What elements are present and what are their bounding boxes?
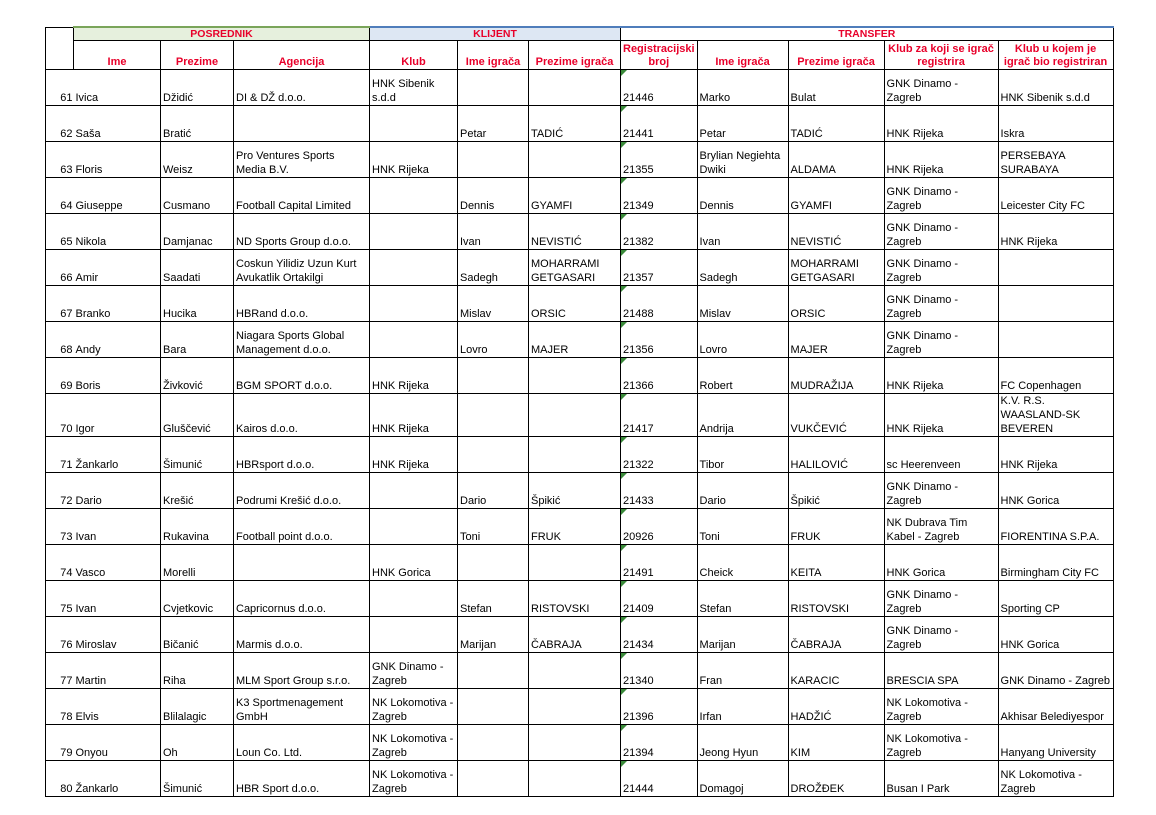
row-number-cell: 66 (46, 250, 74, 286)
registering-club-cell: NK Dubrava Tim Kabel - Zagreb (884, 509, 998, 545)
intermediary-first-name-cell: Onyou (74, 725, 161, 761)
registering-club-cell: GNK Dinamo - Zagreb (884, 617, 998, 653)
intermediary-first-name-cell: Elvis (74, 689, 161, 725)
registering-club-cell: sc Heerenveen (884, 437, 998, 473)
table-row (46, 106, 1114, 142)
registering-club-cell: HNK Rijeka (884, 358, 998, 394)
table-row (46, 178, 1114, 214)
intermediary-last-name-cell: Oh (161, 725, 234, 761)
transfer-player-last-name-cell: GYAMFI (788, 178, 884, 214)
registering-club-cell: NK Lokomotiva - Zagreb (884, 689, 998, 725)
transfer-player-first-name-cell: Lovro (697, 322, 788, 358)
intermediary-last-name-cell: Šimunić (161, 761, 234, 797)
row-number-cell: 75 (46, 581, 74, 617)
registration-number-cell: 21434 (621, 617, 698, 653)
row-number-cell: 68 (46, 322, 74, 358)
transfer-player-last-name-cell: HADŽIĆ (788, 689, 884, 725)
agency-cell: Pro Ventures Sports Media B.V. (234, 142, 370, 178)
table-row (46, 689, 1114, 725)
client-club-cell (370, 250, 458, 286)
intermediary-last-name-cell: Bratić (161, 106, 234, 142)
client-club-cell (370, 322, 458, 358)
table-row (46, 545, 1114, 581)
transfer-player-first-name-cell: Ivan (697, 214, 788, 250)
registering-club-cell: HNK Gorica (884, 545, 998, 581)
previous-club-cell: HNK Rijeka (998, 214, 1113, 250)
previous-club-cell: HNK Rijeka (998, 437, 1113, 473)
client-club-cell: HNK Sibenik s.d.d (370, 70, 458, 106)
client-player-first-name-cell: Petar (458, 106, 529, 142)
transfer-player-last-name-cell: RISTOVSKI (788, 581, 884, 617)
transfer-player-last-name-cell: VUKČEVIĆ (788, 394, 884, 437)
registering-club-cell: GNK Dinamo - Zagreb (884, 581, 998, 617)
previous-club-cell: Birmingham City FC (998, 545, 1113, 581)
client-player-first-name-cell (458, 394, 529, 437)
client-club-cell: HNK Rijeka (370, 437, 458, 473)
client-club-cell: HNK Gorica (370, 545, 458, 581)
client-player-first-name-cell: Dennis (458, 178, 529, 214)
transfer-player-first-name-cell: Andrija (697, 394, 788, 437)
table-row (46, 725, 1114, 761)
client-player-first-name-cell: Mislav (458, 286, 529, 322)
client-player-last-name-cell (529, 142, 621, 178)
registration-number-cell: 21394 (621, 725, 698, 761)
client-player-last-name-cell: MOHARRAMI GETGASARI (529, 250, 621, 286)
previous-club-cell: FC Copenhagen (998, 358, 1113, 394)
client-player-last-name-cell: FRUK (529, 509, 621, 545)
intermediary-last-name-cell: Živković (161, 358, 234, 394)
row-number-cell: 69 (46, 358, 74, 394)
registration-number-cell: 21355 (621, 142, 698, 178)
row-number-cell: 65 (46, 214, 74, 250)
agency-cell: Coskun Yilidiz Uzun Kurt Avukatlik Ortakilgi (234, 250, 370, 286)
client-player-last-name-cell (529, 761, 621, 797)
intermediary-first-name-cell: Miroslav (74, 617, 161, 653)
agency-cell: HBRand d.o.o. (234, 286, 370, 322)
intermediary-first-name-cell: Giuseppe (74, 178, 161, 214)
client-club-cell: HNK Rijeka (370, 142, 458, 178)
registering-club-cell: GNK Dinamo - Zagreb (884, 178, 998, 214)
intermediary-first-name-cell: Dario (74, 473, 161, 509)
transfer-player-last-name-cell: ORSIC (788, 286, 884, 322)
row-number-cell: 79 (46, 725, 74, 761)
client-player-last-name-cell (529, 358, 621, 394)
previous-club-cell (998, 322, 1113, 358)
client-player-first-name-cell (458, 725, 529, 761)
transfer-player-last-name-cell: Bulat (788, 70, 884, 106)
previous-club-cell: NK Lokomotiva - Zagreb (998, 761, 1113, 797)
agency-cell: MLM Sport Group s.r.o. (234, 653, 370, 689)
row-number-cell: 73 (46, 509, 74, 545)
registering-club-cell: GNK Dinamo - Zagreb (884, 70, 998, 106)
row-number-cell: 62 (46, 106, 74, 142)
intermediary-last-name-cell: Bičanić (161, 617, 234, 653)
client-club-cell (370, 581, 458, 617)
row-number-cell: 63 (46, 142, 74, 178)
document-page (45, 26, 1114, 797)
intermediary-first-name-cell: Andy (74, 322, 161, 358)
agency-cell (234, 106, 370, 142)
registering-club-cell: GNK Dinamo - Zagreb (884, 473, 998, 509)
intermediary-last-name-cell: Bara (161, 322, 234, 358)
intermediary-last-name-cell: Saadati (161, 250, 234, 286)
registration-number-cell: 21417 (621, 394, 698, 437)
row-number-cell: 77 (46, 653, 74, 689)
client-player-last-name-cell: GYAMFI (529, 178, 621, 214)
transfer-player-first-name-cell: Brylian Negiehta Dwiki (697, 142, 788, 178)
client-player-last-name-cell (529, 545, 621, 581)
transfer-player-first-name-cell: Dario (697, 473, 788, 509)
row-number-cell: 74 (46, 545, 74, 581)
group-header-row (46, 27, 1114, 41)
client-club-cell: NK Lokomotiva - Zagreb (370, 689, 458, 725)
client-player-last-name-cell: TADIĆ (529, 106, 621, 142)
client-player-first-name-cell: Sadegh (458, 250, 529, 286)
client-player-last-name-cell: ČABRAJA (529, 617, 621, 653)
client-player-last-name-cell: ORSIC (529, 286, 621, 322)
intermediary-last-name-cell: Rukavina (161, 509, 234, 545)
transfer-player-first-name-cell: Stefan (697, 581, 788, 617)
intermediary-first-name-cell: Amir (74, 250, 161, 286)
intermediary-first-name-cell: Igor (74, 394, 161, 437)
registration-number-cell: 21491 (621, 545, 698, 581)
registering-club-cell: BRESCIA SPA (884, 653, 998, 689)
transfer-player-first-name-cell: Petar (697, 106, 788, 142)
client-club-cell: HNK Rijeka (370, 394, 458, 437)
client-player-first-name-cell: Toni (458, 509, 529, 545)
client-player-first-name-cell (458, 358, 529, 394)
table-body (46, 70, 1114, 797)
col-transfer-ime-igraca: Ime igrača (697, 41, 788, 70)
col-agencija: Agencija (234, 41, 370, 70)
transfer-player-last-name-cell: MUDRAŽIJA (788, 358, 884, 394)
row-number-header (46, 27, 74, 70)
agency-cell: Football point d.o.o. (234, 509, 370, 545)
client-player-first-name-cell: Stefan (458, 581, 529, 617)
registering-club-cell: GNK Dinamo - Zagreb (884, 286, 998, 322)
intermediary-first-name-cell: Ivan (74, 509, 161, 545)
group-posrednik: POSREDNIK (74, 27, 370, 41)
column-header-row (46, 41, 1114, 70)
table-row (46, 653, 1114, 689)
table-row (46, 286, 1114, 322)
agency-cell: Loun Co. Ltd. (234, 725, 370, 761)
transfer-player-last-name-cell: Špikić (788, 473, 884, 509)
agency-cell: BGM SPORT d.o.o. (234, 358, 370, 394)
client-club-cell: NK Lokomotiva - Zagreb (370, 725, 458, 761)
client-player-first-name-cell (458, 545, 529, 581)
client-player-last-name-cell (529, 725, 621, 761)
transfer-player-first-name-cell: Sadegh (697, 250, 788, 286)
transfer-player-first-name-cell: Jeong Hyun (697, 725, 788, 761)
col-prezime: Prezime (161, 41, 234, 70)
registration-number-cell: 21409 (621, 581, 698, 617)
row-number-cell: 80 (46, 761, 74, 797)
intermediary-first-name-cell: Boris (74, 358, 161, 394)
intermediary-last-name-cell: Hucika (161, 286, 234, 322)
table-row (46, 761, 1114, 797)
client-player-first-name-cell: Marijan (458, 617, 529, 653)
transfer-player-first-name-cell: Fran (697, 653, 788, 689)
col-transfer-prezime-igraca: Prezime igrača (788, 41, 884, 70)
client-player-last-name-cell (529, 70, 621, 106)
transfer-player-last-name-cell: HALILOVIĆ (788, 437, 884, 473)
client-player-first-name-cell (458, 761, 529, 797)
table-row (46, 214, 1114, 250)
previous-club-cell: FIORENTINA S.P.A. (998, 509, 1113, 545)
table-row (46, 70, 1114, 106)
transfer-player-first-name-cell: Dennis (697, 178, 788, 214)
client-club-cell (370, 106, 458, 142)
client-player-last-name-cell: MAJER (529, 322, 621, 358)
col-reg-broj: Registracijski broj (621, 41, 698, 70)
client-player-first-name-cell (458, 437, 529, 473)
intermediary-last-name-cell: Gluščević (161, 394, 234, 437)
agency-cell: Capricornus d.o.o. (234, 581, 370, 617)
intermediary-first-name-cell: Saša (74, 106, 161, 142)
intermediary-last-name-cell: Riha (161, 653, 234, 689)
transfer-player-last-name-cell: KARACIC (788, 653, 884, 689)
client-player-last-name-cell: RISTOVSKI (529, 581, 621, 617)
agency-cell: Marmis d.o.o. (234, 617, 370, 653)
intermediary-last-name-cell: Cusmano (161, 178, 234, 214)
table-row (46, 358, 1114, 394)
transfer-player-first-name-cell: Tibor (697, 437, 788, 473)
intermediary-first-name-cell: Ivica (74, 70, 161, 106)
client-player-last-name-cell (529, 394, 621, 437)
intermediary-first-name-cell: Ivan (74, 581, 161, 617)
transfer-player-first-name-cell: Robert (697, 358, 788, 394)
previous-club-cell (998, 286, 1113, 322)
agency-cell: Kairos d.o.o. (234, 394, 370, 437)
intermediary-first-name-cell: Nikola (74, 214, 161, 250)
table-row (46, 394, 1114, 437)
client-player-last-name-cell (529, 437, 621, 473)
transfer-player-last-name-cell: KIM (788, 725, 884, 761)
previous-club-cell: PERSEBAYA SURABAYA (998, 142, 1113, 178)
previous-club-cell: Akhisar Belediyespor (998, 689, 1113, 725)
transfer-player-last-name-cell: ČABRAJA (788, 617, 884, 653)
group-transfer: TRANSFER (621, 27, 1114, 41)
group-klijent: KLIJENT (370, 27, 621, 41)
agency-cell: ND Sports Group d.o.o. (234, 214, 370, 250)
registration-number-cell: 21488 (621, 286, 698, 322)
transfer-player-last-name-cell: NEVISTIĆ (788, 214, 884, 250)
col-klub-za: Klub za koji se igrač registrira (884, 41, 998, 70)
table-row (46, 581, 1114, 617)
intermediary-last-name-cell: Cvjetkovic (161, 581, 234, 617)
registering-club-cell: HNK Rijeka (884, 142, 998, 178)
registration-number-cell: 21322 (621, 437, 698, 473)
client-club-cell (370, 509, 458, 545)
previous-club-cell: K.V. R.S. WAASLAND-SK BEVEREN (998, 394, 1113, 437)
registering-club-cell: GNK Dinamo - Zagreb (884, 250, 998, 286)
intermediary-first-name-cell: Žankarlo (74, 437, 161, 473)
table-row (46, 617, 1114, 653)
row-number-cell: 64 (46, 178, 74, 214)
registration-number-cell: 20926 (621, 509, 698, 545)
transfer-player-last-name-cell: DROŽĐEK (788, 761, 884, 797)
registering-club-cell: GNK Dinamo - Zagreb (884, 214, 998, 250)
transfer-player-first-name-cell: Mislav (697, 286, 788, 322)
intermediary-last-name-cell: Džidić (161, 70, 234, 106)
agency-cell: HBR Sport d.o.o. (234, 761, 370, 797)
client-player-last-name-cell (529, 689, 621, 725)
registration-number-cell: 21382 (621, 214, 698, 250)
registration-number-cell: 21441 (621, 106, 698, 142)
intermediary-last-name-cell: Šimunić (161, 437, 234, 473)
table-row (46, 142, 1114, 178)
client-club-cell (370, 473, 458, 509)
client-player-first-name-cell (458, 689, 529, 725)
client-player-first-name-cell: Lovro (458, 322, 529, 358)
intermediary-last-name-cell: Morelli (161, 545, 234, 581)
registering-club-cell: HNK Rijeka (884, 394, 998, 437)
client-club-cell (370, 617, 458, 653)
intermediary-last-name-cell: Damjanac (161, 214, 234, 250)
registration-number-cell: 21340 (621, 653, 698, 689)
client-club-cell: HNK Rijeka (370, 358, 458, 394)
client-player-first-name-cell: Ivan (458, 214, 529, 250)
row-number-cell: 78 (46, 689, 74, 725)
table-row (46, 250, 1114, 286)
transfer-player-last-name-cell: FRUK (788, 509, 884, 545)
registration-number-cell: 21357 (621, 250, 698, 286)
transfer-player-first-name-cell: Domagoj (697, 761, 788, 797)
transfer-player-first-name-cell: Marijan (697, 617, 788, 653)
transfer-player-first-name-cell: Toni (697, 509, 788, 545)
row-number-cell: 61 (46, 70, 74, 106)
col-ime-igraca: Ime igrača (458, 41, 529, 70)
col-klub-u: Klub u kojem je igrač bio registriran (998, 41, 1113, 70)
registration-number-cell: 21349 (621, 178, 698, 214)
previous-club-cell: GNK Dinamo - Zagreb (998, 653, 1113, 689)
previous-club-cell: Hanyang University (998, 725, 1113, 761)
transfer-player-last-name-cell: MAJER (788, 322, 884, 358)
intermediary-last-name-cell: Blilalagic (161, 689, 234, 725)
client-player-first-name-cell (458, 142, 529, 178)
transfer-player-last-name-cell: MOHARRAMI GETGASARI (788, 250, 884, 286)
table-row (46, 322, 1114, 358)
client-player-last-name-cell (529, 653, 621, 689)
registering-club-cell: GNK Dinamo - Zagreb (884, 322, 998, 358)
row-number-cell: 71 (46, 437, 74, 473)
client-player-last-name-cell: NEVISTIĆ (529, 214, 621, 250)
intermediary-last-name-cell: Krešić (161, 473, 234, 509)
client-club-cell: GNK Dinamo - Zagreb (370, 653, 458, 689)
client-player-first-name-cell (458, 70, 529, 106)
col-ime: Ime (74, 41, 161, 70)
row-number-cell: 70 (46, 394, 74, 437)
previous-club-cell: HNK Gorica (998, 617, 1113, 653)
intermediary-first-name-cell: Žankarlo (74, 761, 161, 797)
transfer-player-first-name-cell: Marko (697, 70, 788, 106)
client-player-first-name-cell: Dario (458, 473, 529, 509)
agency-cell: Niagara Sports Global Management d.o.o. (234, 322, 370, 358)
client-player-last-name-cell: Špikić (529, 473, 621, 509)
registering-club-cell: NK Lokomotiva - Zagreb (884, 725, 998, 761)
registration-number-cell: 21366 (621, 358, 698, 394)
previous-club-cell: HNK Gorica (998, 473, 1113, 509)
table-row (46, 509, 1114, 545)
registering-club-cell: HNK Rijeka (884, 106, 998, 142)
client-club-cell (370, 178, 458, 214)
transfer-table (45, 26, 1114, 797)
intermediary-first-name-cell: Vasco (74, 545, 161, 581)
client-club-cell (370, 286, 458, 322)
registration-number-cell: 21446 (621, 70, 698, 106)
row-number-cell: 67 (46, 286, 74, 322)
transfer-player-last-name-cell: TADIĆ (788, 106, 884, 142)
agency-cell: HBRsport d.o.o. (234, 437, 370, 473)
previous-club-cell: Leicester City FC (998, 178, 1113, 214)
transfer-player-last-name-cell: ALDAMA (788, 142, 884, 178)
registration-number-cell: 21433 (621, 473, 698, 509)
col-klub: Klub (370, 41, 458, 70)
agency-cell (234, 545, 370, 581)
intermediary-first-name-cell: Floris (74, 142, 161, 178)
transfer-player-first-name-cell: Cheick (697, 545, 788, 581)
client-club-cell (370, 214, 458, 250)
transfer-player-first-name-cell: Irfan (697, 689, 788, 725)
client-player-first-name-cell (458, 653, 529, 689)
registration-number-cell: 21356 (621, 322, 698, 358)
agency-cell: Football Capital Limited (234, 178, 370, 214)
row-number-cell: 72 (46, 473, 74, 509)
agency-cell: DI & DŽ d.o.o. (234, 70, 370, 106)
previous-club-cell: HNK Sibenik s.d.d (998, 70, 1113, 106)
transfer-player-last-name-cell: KEITA (788, 545, 884, 581)
col-prezime-igraca: Prezime igrača (529, 41, 621, 70)
table-row (46, 473, 1114, 509)
registration-number-cell: 21396 (621, 689, 698, 725)
registration-number-cell: 21444 (621, 761, 698, 797)
intermediary-first-name-cell: Martin (74, 653, 161, 689)
previous-club-cell: Sporting CP (998, 581, 1113, 617)
agency-cell: Podrumi Krešić d.o.o. (234, 473, 370, 509)
previous-club-cell (998, 250, 1113, 286)
intermediary-last-name-cell: Weisz (161, 142, 234, 178)
previous-club-cell: Iskra (998, 106, 1113, 142)
intermediary-first-name-cell: Branko (74, 286, 161, 322)
table-row (46, 437, 1114, 473)
registering-club-cell: Busan I Park (884, 761, 998, 797)
row-number-cell: 76 (46, 617, 74, 653)
client-club-cell: NK Lokomotiva - Zagreb (370, 761, 458, 797)
agency-cell: K3 Sportmenagement GmbH (234, 689, 370, 725)
